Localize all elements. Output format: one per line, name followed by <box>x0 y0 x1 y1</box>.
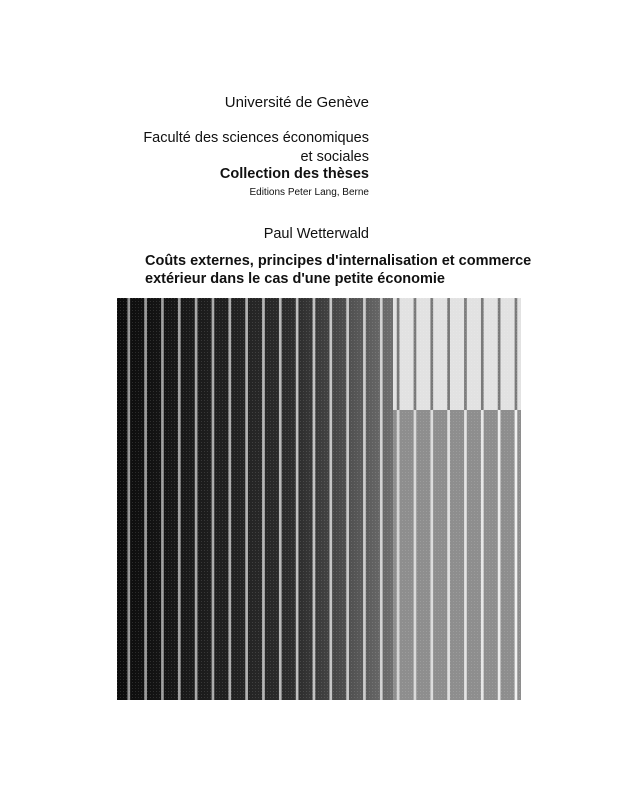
faculty-line-2: et sociales <box>300 149 369 165</box>
cover-artwork <box>117 298 521 700</box>
collection-title: Collection des thèses <box>219 166 369 182</box>
book-title <box>145 252 531 288</box>
university-name: Université de Genève <box>224 94 369 111</box>
faculty-line-1: Faculté des sciences économiques <box>143 130 369 146</box>
artwork-halftone <box>117 298 521 700</box>
book-title-line-2: extérieur dans le cas d'une petite économie <box>145 271 445 287</box>
author-name: Paul Wetterwald <box>263 226 369 242</box>
publisher-line: Editions Peter Lang, Berne <box>249 187 369 198</box>
book-title-line-1: Coûts externes, principes d'internalisation et commerce <box>145 253 532 269</box>
